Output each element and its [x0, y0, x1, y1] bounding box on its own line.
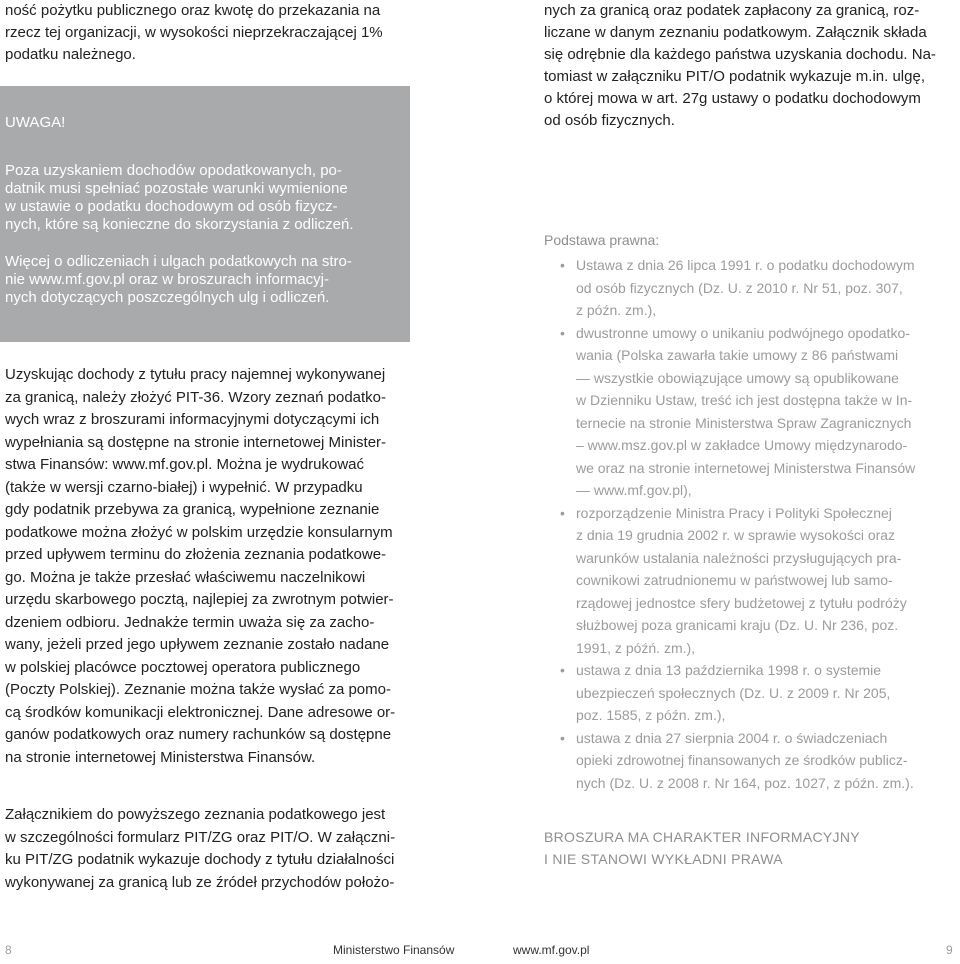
text-line: z późn. zm.), — [576, 302, 657, 318]
text-line: nie www.mf.gov.pl oraz w broszurach informacyj- — [5, 271, 329, 288]
text-line: przed upływem terminu do złożenia zeznania podatkowe- — [5, 546, 387, 563]
text-line: ternecie na stronie Ministerstwa Spraw Zagranicznych — [576, 414, 912, 431]
text-line: stwa Finansów: www.mf.gov.pl. Można je wydrukować — [5, 456, 365, 473]
text-line: nych za granicą oraz podatek zapłacony za granicą, roz- — [544, 2, 920, 19]
text-line: od osób fizycznych (Dz. U. z 2010 r. Nr 51, poz. 307, — [576, 279, 903, 296]
text-line: o której mowa w art. 27g ustawy o podatku dochodowym — [544, 90, 921, 107]
text-line: podatkowe można złożyć w polskim urzędzie konsularnym — [5, 523, 393, 541]
text-line: rządowej jednostce sfery budżetowej z tytułu podróży — [576, 594, 907, 611]
text-line: — www.mf.gov.pl), — [576, 482, 692, 498]
text-line: w ustawie o podatku dochodowym od osób fizycz- — [5, 198, 338, 215]
text-line: Ustawa z dnia 26 lipca 1991 r. o podatku dochodowym — [576, 257, 915, 273]
text-line: warunków ustalania należności przysługujących pra- — [576, 549, 902, 566]
text-line: BROSZURA MA CHARAKTER INFORMACYJNY — [544, 829, 860, 845]
text-line: nych, które są konieczne do skorzystania z odliczeń. — [5, 216, 354, 233]
text-line: wania (Polska zawarła takie umowy z 86 państwami — [576, 347, 899, 363]
text-line: ustawa z dnia 27 sierpnia 2004 r. o świadczeniach — [576, 729, 888, 746]
text-line: datnik musi spełniać pozostałe warunki wymienione — [5, 180, 348, 197]
text-line: I NIE STANOWI WYKŁADNI PRAWA — [544, 851, 783, 867]
text-line: wych wraz z broszurami informacyjnymi dotyczącymi ich — [5, 411, 380, 428]
text-line: tomiast w załączniku PIT/O podatnik wykazuje m.in. ulgę, — [544, 68, 925, 85]
list-item — [544, 659, 915, 727]
text-line: w szczególności formularz PIT/ZG oraz PIT/O. W załączni- — [5, 828, 396, 846]
legal-basis-list — [544, 254, 915, 794]
page-number-right: 9 — [946, 943, 953, 957]
footer-publisher: Ministerstwo Finansów — [333, 943, 455, 957]
text-line: 1991, z późń. zm.), — [576, 639, 696, 656]
text-line: wypełniania są dostępne na stronie internetowej Minister- — [5, 433, 387, 451]
text-line: cą środków komunikacji elektronicznej. Dane adresowe or- — [5, 703, 396, 721]
bullet-icon: • — [560, 324, 565, 341]
notice-paragraph-1 — [5, 162, 354, 234]
text-line: cownikowi zatrudnionemu w państwowej lub samo- — [576, 572, 893, 588]
left-intro-text — [5, 0, 383, 66]
main-paragraph-2 — [5, 804, 395, 894]
text-line: liczane w danym zeznaniu podatkowym. Załącznik składa — [544, 24, 927, 41]
text-line: (także w wersji czarno-białej) i wypełnić. W przypadku — [5, 478, 363, 496]
text-line: służbowej poza granicami kraju (Dz. U. Nr 236, poz. — [576, 617, 899, 633]
text-line: w Dzienniku Ustaw, treść ich jest dostępna także w In- — [576, 392, 913, 408]
text-line: we oraz na stronie internetowej Ministerstwa Finansów — [576, 459, 916, 476]
text-line: – www.msz.gov.pl w zakładce Umowy międzynarodo- — [576, 437, 908, 453]
text-line: nych (Dz. U. z 2008 r. Nr 164, poz. 1027, z późn. zm.). — [576, 774, 914, 791]
text-line: poz. 1585, z późn. zm.), — [576, 707, 726, 723]
bullet-icon: • — [560, 504, 565, 521]
bullet-icon: • — [560, 257, 565, 273]
text-line: rozporządzenie Ministra Pracy i Polityki Społecznej — [576, 504, 892, 521]
text-line: ku PIT/ZG podatnik wykazuje dochody z tytułu działalności — [5, 851, 395, 868]
list-item — [544, 322, 915, 502]
text-line: się odrębnie dla każdego państwa uzyskania dochodu. Na- — [544, 46, 936, 63]
text-line: Uzyskując dochody z tytułu pracy najemnej wykonywanej — [5, 366, 386, 383]
notice-paragraph-2 — [5, 253, 352, 307]
text-line: wykonywanej za granicą lub ze źródeł przychodów położo- — [5, 873, 395, 891]
text-line: ganów podatkowych oraz numery rachunków są dostępne — [5, 726, 392, 743]
text-line: gdy podatnik przebywa za granicą, wypełnione zeznanie — [5, 501, 380, 518]
text-line: ność pożytku publicznego oraz kwotę do przekazania na — [5, 2, 381, 19]
text-line: rzecz tej organizacji, w wysokości nieprzekraczającej 1% — [5, 24, 383, 41]
text-line: ubezpieczeń społecznych (Dz. U. z 2009 r. Nr 205, — [576, 684, 891, 701]
text-line: wany, jeżeli przed jego upływem zeznanie zostało nadane — [5, 636, 390, 653]
text-line: (Poczty Polskiej). Zeznanie można także wysłać za pomo- — [5, 681, 391, 698]
text-line: od osób fizycznych. — [544, 112, 675, 129]
list-item — [544, 254, 915, 322]
list-item — [544, 502, 915, 660]
text-line: dwustronne umowy o unikaniu podwójnego opodatko- — [576, 324, 910, 341]
text-line: na stronie internetowej Ministerstwa Finansów. — [5, 748, 316, 766]
page-number-left: 8 — [5, 943, 12, 957]
main-paragraph-1 — [5, 364, 395, 769]
text-line: w polskiej placówce pocztowej operatora publicznego — [5, 658, 361, 676]
text-line: Więcej o odliczeniach i ulgach podatkowych na stro- — [5, 253, 352, 270]
right-intro-text — [544, 0, 936, 132]
footer-url-link[interactable]: www.mf.gov.pl — [513, 943, 590, 957]
text-line: podatku należnego. — [5, 46, 136, 63]
bullet-icon: • — [560, 662, 565, 678]
legal-basis-label: Podstawa prawna: — [544, 232, 660, 248]
text-line: Załącznikiem do powyższego zeznania podatkowego jest — [5, 806, 386, 823]
bullet-icon: • — [560, 729, 565, 746]
text-line: ustawa z dnia 13 października 1998 r. o systemie — [576, 662, 882, 678]
text-line: za granicą, należy złożyć PIT-36. Wzory zeznań podatko- — [5, 388, 387, 406]
text-line: urzędu skarbowego pocztą, najlepiej za zwrotnym potwier- — [5, 591, 394, 608]
list-item — [544, 727, 915, 795]
notice-heading: UWAGA! — [5, 114, 66, 131]
text-line: dzeniem odbioru. Jednakże termin uważa się za zacho- — [5, 613, 375, 631]
text-line: z dnia 19 grudnia 2002 r. w sprawie wysokości oraz — [576, 527, 896, 543]
text-line: Poza uzyskaniem dochodów opodatkowanych, po- — [5, 162, 342, 179]
text-line: go. Można je także przesłać właściwemu naczelnikowi — [5, 568, 366, 586]
text-line: opieki zdrowotnej finansowanych ze środków publicz- — [576, 752, 908, 768]
text-line: — wszystkie obowiązujące umowy są opublikowane — [576, 369, 899, 386]
disclaimer — [544, 826, 860, 870]
text-line: nych dotyczących poszczególnych ulg i odliczeń. — [5, 289, 330, 306]
